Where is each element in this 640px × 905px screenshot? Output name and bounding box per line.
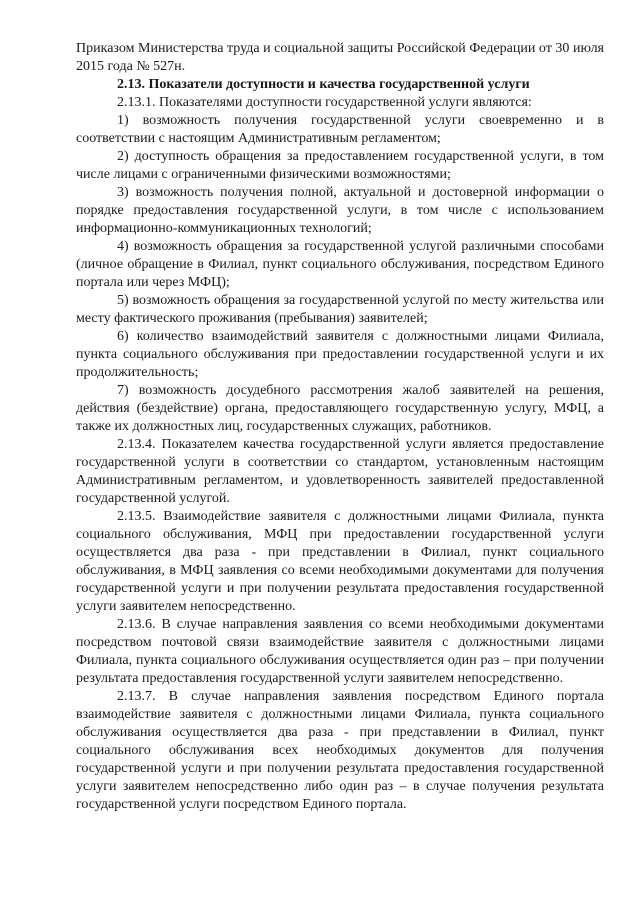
list-item-1: 1) возможность получения государственной услуги своевременно и в соответствии с настоящим Административным регламентом; (76, 113, 604, 146)
list-item-6: 6) количество взаимодействий заявителя с должностными лицами Филиала, пункта социального обслуживания при предоставлении государственной услуги и их продолжительность; (76, 329, 604, 380)
list-item-3: 3) возможность получения полной, актуальной и достоверной информации о порядке предоставления государственной услуги, в том числе с использованием информационно-коммуникационных технологий; (76, 185, 604, 236)
paragraph-2-13-4: 2.13.4. Показателем качества государственной услуги является предоставление государственной услуги в соответствии со стандартом, установленным настоящим Административным регламентом, и удовлетворенность заявителей предоставленной государственной услугой. (76, 437, 604, 506)
section-heading-2-13: 2.13. Показатели доступности и качества государственной услуги (117, 77, 530, 92)
list-item-4: 4) возможность обращения за государственной услугой различными способами (личное обращение в Филиал, пункт социального обслуживания, посредством Единого портала или через МФЦ); (76, 239, 604, 290)
paragraph-2-13-6: 2.13.6. В случае направления заявления со всеми необходимыми документами посредством почтовой связи взаимодействие заявителя с должностными лицами Филиала, пункта социального обслуживания осуществляется один раз – при получении результата предоставления государственной услуги заявителем непосредственно. (76, 617, 604, 686)
paragraph-2-13-5: 2.13.5. Взаимодействие заявителя с должностными лицами Филиала, пункта социального обслуживания, МФЦ при предоставлении государственной услуги осуществляется два раза - при представлении в Филиал, пункт социального обслуживания, в МФЦ заявления со всеми необходимыми документами для получения государственной услуги и при получении результата предоставления государственной услуги заявителем непосредственно. (76, 509, 604, 614)
paragraph-order-reference: Приказом Министерства труда и социальной защиты Российской Федерации от 30 июля 2015 года № 527н. (76, 41, 604, 74)
list-item-5: 5) возможность обращения за государственной услугой по месту жительства или месту фактического проживания (пребывания) заявителей; (76, 293, 604, 326)
paragraph-2-13-7: 2.13.7. В случае направления заявления посредством Единого портала взаимодействие заявителя с должностными лицами Филиала, пункта социального обслуживания осуществляется два раза - при представлении в Филиал, пункт социального обслуживания всех необходимых документов для получения государственной услуги и при получении результата предоставления государственной услуги заявителем непосредственно либо один раз – в случае получения результата государственной услуги посредством Единого портала. (76, 689, 604, 812)
paragraph-2-13-1: 2.13.1. Показателями доступности государственной услуги являются: (117, 95, 532, 110)
list-item-7: 7) возможность досудебного рассмотрения жалоб заявителей на решения, действия (бездействие) органа, предоставляющего государственную услугу, МФЦ, а также их должностных лиц, государственных служащих, работников. (76, 383, 604, 434)
list-item-2: 2) доступность обращения за предоставлением государственной услуги, в том числе лицами с ограниченными физическими возможностями; (76, 149, 604, 182)
document-page (76, 40, 604, 814)
